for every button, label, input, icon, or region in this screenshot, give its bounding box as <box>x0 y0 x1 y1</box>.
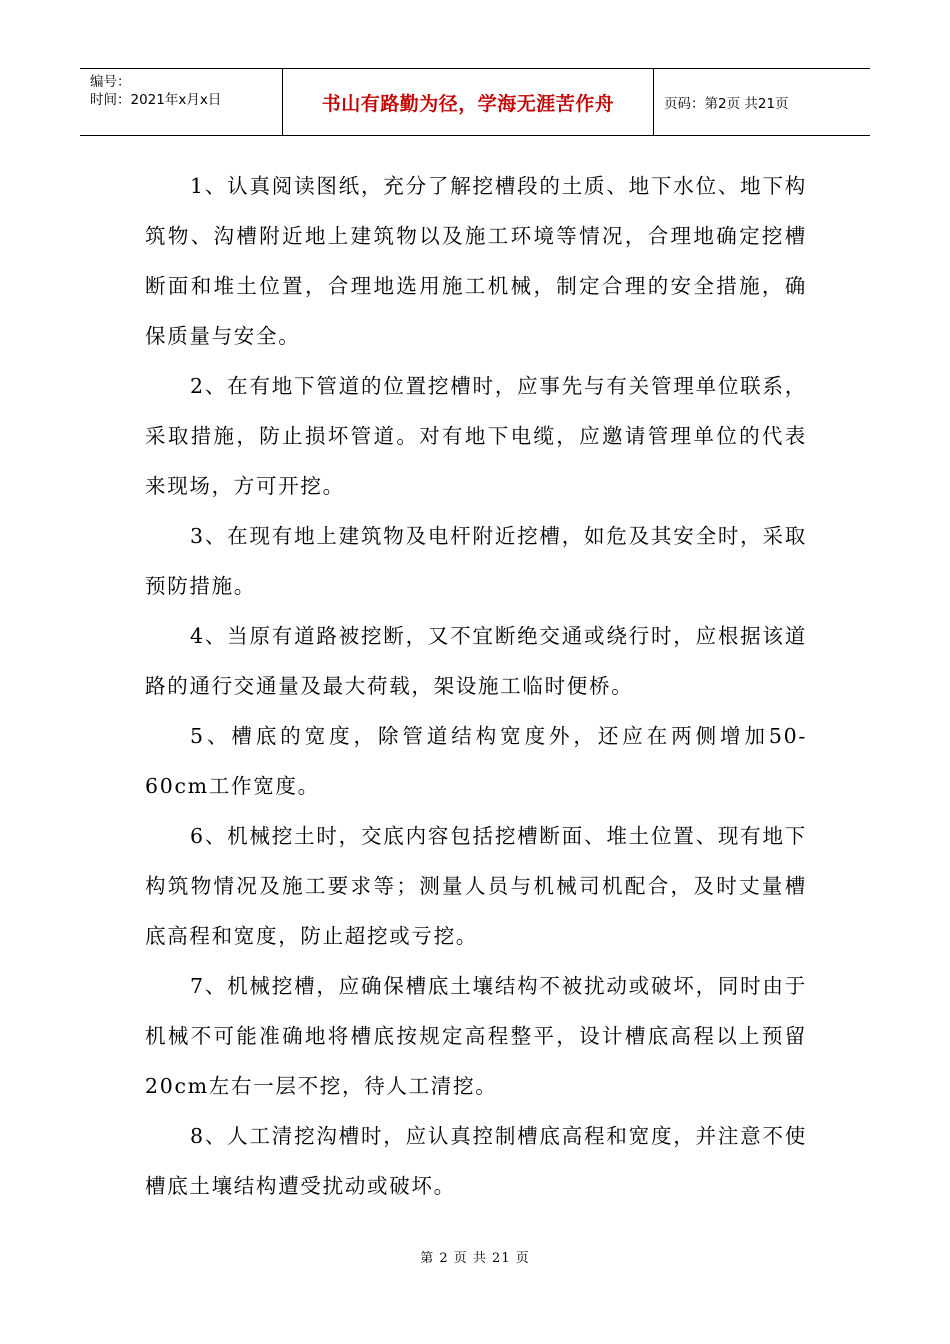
paragraph: 7、机械挖槽，应确保槽底土壤结构不被扰动或破坏，同时由于机械不可能准确地将槽底按规定高程整平，设计槽底高程以上预留20cm左右一层不挖，待人工清挖。 <box>145 974 807 1098</box>
page-footer <box>0 1247 950 1266</box>
motto-text: 书山有路勤为径，学海无涯苦作舟 <box>321 92 615 115</box>
page-info-text: 页码：第2页 共21页 <box>664 96 789 112</box>
time-label: 时间：2021年x月x日 <box>90 92 222 108</box>
paragraph: 4、当原有道路被挖断，又不宜断绝交通或绕行时，应根据该道路的通行交通量及最大荷载，架设施工临时便桥。 <box>145 624 807 698</box>
paragraph: 2、在有地下管道的位置挖槽时，应事先与有关管理单位联系，采取措施，防止损坏管道。对有地下电缆，应邀请管理单位的代表来现场，方可开挖。 <box>145 374 807 498</box>
paragraph: 6、机械挖土时，交底内容包括挖槽断面、堆土位置、现有地下构筑物情况及施工要求等；测量人员与机械司机配合，及时丈量槽底高程和宽度，防止超挖或亏挖。 <box>145 824 807 948</box>
header-meta <box>80 69 283 135</box>
paragraph: 8、人工清挖沟槽时，应认真控制槽底高程和宽度，并注意不使槽底土壤结构遭受扰动或破坏。 <box>145 1124 807 1198</box>
footer-page-number: 第 2 页 共 21 页 <box>420 1251 530 1266</box>
header-motto-cell <box>283 69 654 135</box>
document-header <box>80 68 870 136</box>
number-label: 编号： <box>90 74 131 90</box>
header-page-info <box>654 69 870 135</box>
paragraph: 3、在现有地上建筑物及电杆附近挖槽，如危及其安全时，采取预防措施。 <box>145 524 807 598</box>
paragraph: 1、认真阅读图纸，充分了解挖槽段的土质、地下水位、地下构筑物、沟槽附近地上建筑物以及施工环境等情况，合理地确定挖槽断面和堆土位置，合理地选用施工机械，制定合理的安全措施，确保质量与安全。 <box>145 174 807 348</box>
paragraph: 5、槽底的宽度，除管道结构宽度外，还应在两侧增加50-60cm工作宽度。 <box>145 724 807 798</box>
document-body <box>145 161 807 1211</box>
